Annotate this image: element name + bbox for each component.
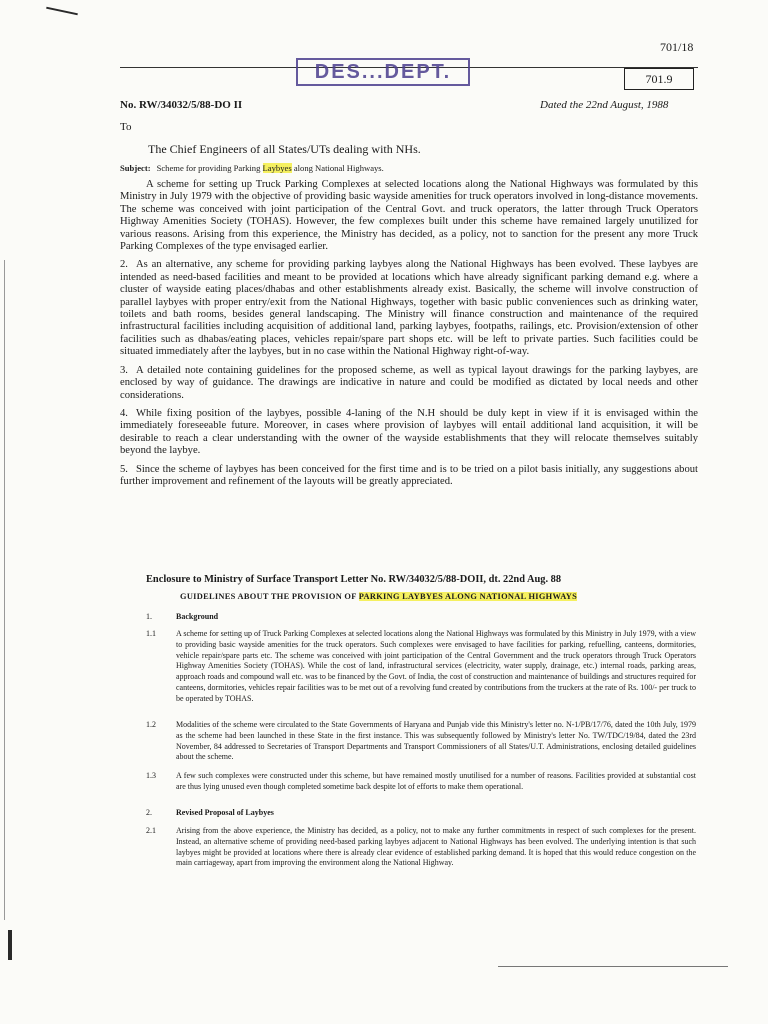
paragraph-text: A scheme for setting up Truck Parking Complexes at selected locations along the National Highways was formulated by this Ministry in July 1979 with the objective of providing basic wayside amenities for truck operators involved in long-distance movements. The scheme was conceived with joint participation of the Central Govt. and truck operators, the latter through Truck Operators Highway Amenities Society (TOHAS). However, the few complexes built under this scheme have remained largely unutilized for various reasons. Arising from this experience, the Ministry has decided, as a policy, not to sanction for the present any more Truck Parking Complexes of the type envisaged earlier.	[120, 179, 698, 253]
section-text: Revised Proposal of Laybyes	[176, 808, 274, 817]
section-paragraph	[146, 826, 696, 869]
section-paragraph	[146, 771, 696, 793]
paragraph	[120, 464, 698, 489]
letter-body	[120, 179, 698, 494]
subject-text-post: along National Highways.	[291, 163, 384, 173]
enclosure-title: Enclosure to Ministry of Surface Transport Letter No. RW/34032/5/88-DOII, dt. 22nd Aug. 88	[146, 574, 562, 585]
section-number: 2.1	[146, 826, 156, 835]
subject-line	[120, 163, 384, 173]
section-number: 1.2	[146, 720, 156, 729]
subject-highlight: Laybyes	[262, 163, 292, 173]
section-paragraph	[146, 629, 696, 705]
section-number: 1.	[146, 612, 152, 621]
section-heading	[146, 808, 696, 819]
paragraph-number: 4.	[120, 407, 128, 419]
to-label: To	[120, 121, 132, 133]
paragraph	[120, 179, 698, 253]
file-number-box: 701.9	[624, 68, 694, 90]
paragraph-text: While fixing position of the laybyes, possible 4-laning of the N.H should be duly kept in view if it is envisaged within the immediately foreseeable future. Moreover, in cases where provision of laybyes will entail additional land acquisition, it will be desirable to reach a clear understanding with the owner of the wayside establishments that they will relocate themselves suitably beyond the laybye.	[120, 407, 698, 457]
guidelines-heading	[180, 592, 577, 601]
section-heading	[146, 612, 696, 623]
letter-date: Dated the 22nd August, 1988	[540, 99, 669, 111]
scan-mark-top-left	[46, 7, 78, 16]
guidelines-heading-highlight: PARKING LAYBYES ALONG NATIONAL HIGHWAYS	[358, 592, 578, 601]
paragraph-text: As an alternative, any scheme for providing parking laybyes along the National Highways has been evolved. These laybyes are intended as need-based facilities and meant to be provided at locations which have already significant parking demand e.g. where a cluster of wayside eating places/dhabas and other establishments already exist. Basically, the scheme will involve construction of parallel laybyes with proper entry/exit from the National Highways, together with basic public conveniences such as drinking water, toilets and bath rooms, besides general landscaping. The Ministry will finance construction and maintenance of the required infrastructural facilities including acquisition of additional land, parking laybyes, footpaths, railings, etc. Provision/extension of other facilities such as dhabas/eating places, vehicles repair/spare part shops etc. will be left to private parties. Such facilities could be situated immediately after the laybyes, but in no case within the National Highway right-of-way.	[120, 259, 698, 358]
scan-mark-left-edge	[8, 930, 12, 960]
paragraph-number: 5.	[120, 463, 128, 475]
paragraph	[120, 259, 698, 358]
page-number: 701/18	[660, 40, 694, 54]
scan-mark-bottom	[498, 966, 728, 967]
section-number: 1.3	[146, 771, 156, 780]
paragraph	[120, 365, 698, 402]
section-text: A scheme for setting up of Truck Parking Complexes at selected locations along the National Highways was formulated by this Ministry in July 1979, with a view to providing basic wayside amenities for the truck operators. Such complexes were envisaged to have facilities for parking, refuelling, canteens, dormitories, vehicle repair/spare parts etc. The scheme was conceived with joint participation of the Central Government and the truck operators through Truck Operators Highway Amenities Society (TOHAS). While the cost of land, infrastructural services (electricity, water supply, drainage, etc.) internal roads, parking areas, approach roads and compound wall etc. was to be financed by the Govt. of India, the cost of construction and maintenance of buildings and structures required for canteens, dormitories, vehicles repair facilities was to be met out of a revolving fund created by contributions from the truckers at the rate of Rs. 100/- per truck to be operated by TOHAS.	[176, 629, 696, 703]
section-text: A few such complexes were constructed under this scheme, but have remained mostly unutilised for a number of reasons. Facilities provided at substantial cost are thus lying unused even though completed sometime back despite lot of efforts to make them operational.	[176, 771, 696, 791]
subject-label: Subject:	[120, 163, 151, 173]
paragraph	[120, 408, 698, 458]
paragraph-text: A detailed note containing guidelines for the proposed scheme, as well as typical layout drawings for the parking laybyes, are enclosed by way of guidance. The drawings are indicative in nature and could be modified as dictated by local needs and other considerations.	[120, 364, 698, 401]
section-number: 1.1	[146, 629, 156, 638]
section-text: Arising from the above experience, the Ministry has decided, as a policy, not to make any further commitments in respect of such complexes for the present. Instead, an alternative scheme of providing need-based parking laybyes adjacent to National Highways has been evolved. The underlying intention is that such laybyes might be provided at locations where there is already clear evidence of established parking demand. It is hoped that this would reduce congestion on the main carriageway, apart from improving the environment along the National Highway.	[176, 826, 696, 868]
reference-number: No. RW/34032/5/88-DO II	[120, 99, 243, 111]
subject-text-pre: Scheme for providing Parking	[156, 163, 263, 173]
department-stamp: DES...DEPT.	[296, 58, 470, 86]
guidelines-heading-pre: GUIDELINES ABOUT THE PROVISION OF	[180, 592, 359, 601]
section-paragraph	[146, 720, 696, 763]
paragraph-number: 3.	[120, 364, 128, 376]
section-number: 2.	[146, 808, 152, 817]
paragraph-number: 2.	[120, 259, 128, 271]
scan-mark-left-line	[4, 260, 5, 920]
section-text: Background	[176, 612, 219, 621]
paragraph-text: Since the scheme of laybyes has been conceived for the first time and is to be tried on a pilot basis initially, any suggestions about further improvement and refinement of the layouts will be greatly appreciated.	[120, 463, 698, 487]
section-text: Modalities of the scheme were circulated to the State Governments of Haryana and Punjab vide this Ministry's letter no. N-1/PB/17/76, dated the 10th July, 1979 as the scheme had been launched in these State in the first instance. This was subsequently followed by Ministry's letter No. TW/TDC/19/84, dated the 23rd November, 84 addressed to Secretaries of Transport Departments and Transport Commissioners of all States/U.T. Administrations, enclosing detailed guidelines about the scheme.	[176, 720, 696, 762]
addressee: The Chief Engineers of all States/UTs dealing with NHs.	[148, 142, 421, 156]
